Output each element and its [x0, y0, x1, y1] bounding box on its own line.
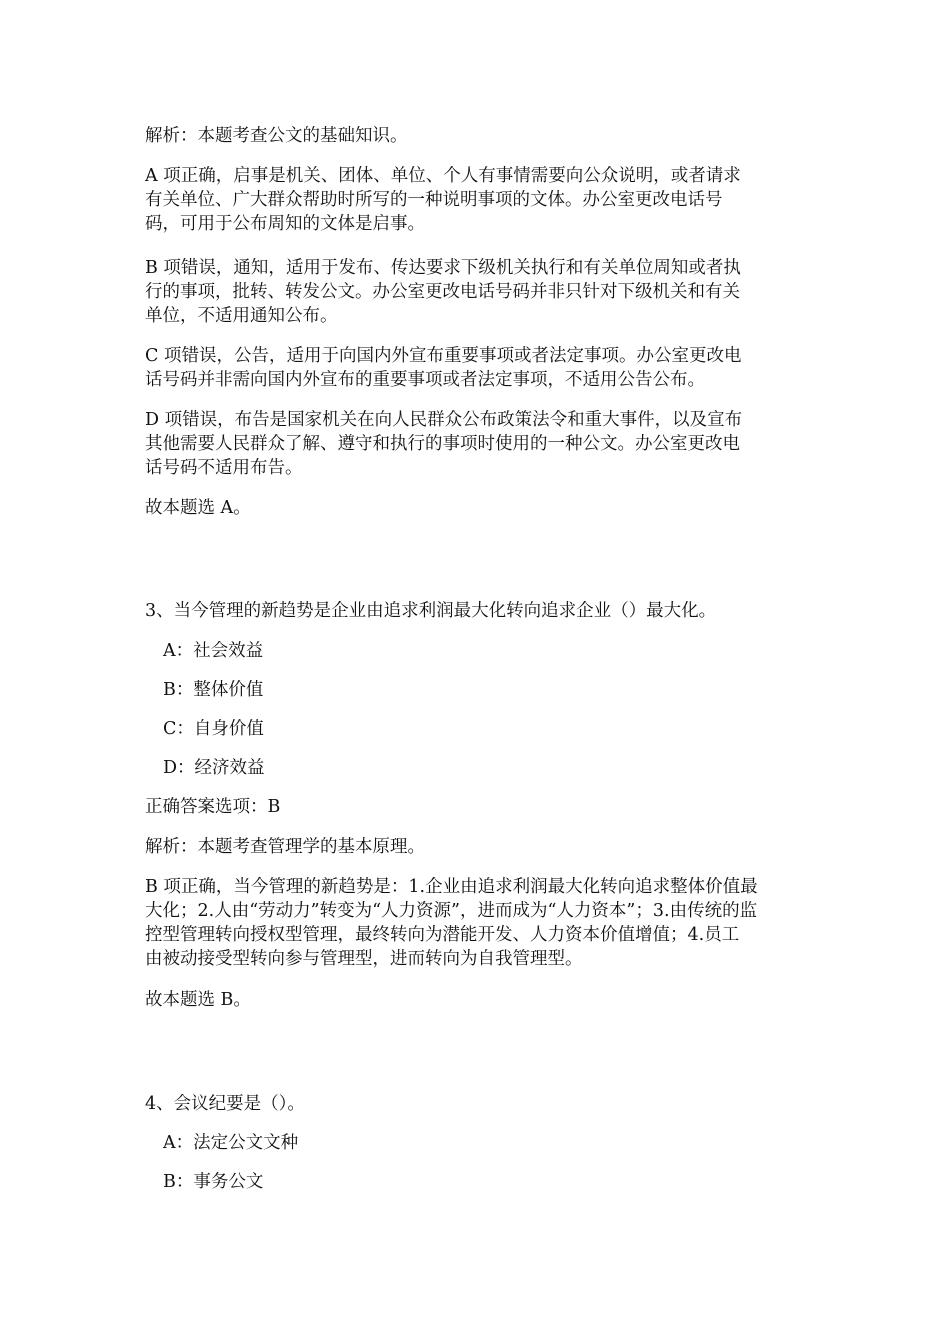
- q3-analysis-intro: 解析：本题考查管理学的基本原理。: [145, 837, 425, 857]
- q2-option-b-explanation: B 项错误，通知，适用于发布、传达要求下级机关执行和有关单位周知或者执 行的事项，批转、转发公文。办公室更改电话号码并非只针对下级机关和有关 单位，不适用通知公布。: [145, 258, 741, 326]
- q3-option-d: D：经济效益: [163, 758, 265, 778]
- q3-option-b: B：整体价值: [163, 680, 264, 700]
- q3-option-c: C：自身价值: [163, 719, 264, 739]
- q3-answer: 正确答案选项：B: [145, 797, 281, 817]
- q3-conclusion: 故本题选 B。: [145, 990, 251, 1010]
- q4-option-b: B：事务公文: [163, 1172, 264, 1192]
- q2-option-c-explanation: C 项错误，公告，适用于向国内外宣布重要事项或者法定事项。办公室更改电 话号码并非需向国内外宣布的重要事项或者法定事项，不适用公告公布。: [145, 346, 742, 390]
- q2-analysis-intro: 解析：本题考查公文的基础知识。: [145, 126, 408, 146]
- q4-stem: 4、会议纪要是（）。: [145, 1094, 305, 1114]
- q2-option-d-explanation: D 项错误，布告是国家机关在向人民群众公布政策法令和重大事件，以及宣布 其他需要人民群众了解、遵守和执行的事项时使用的一种公文。办公室更改电 话号码不适用布告。: [145, 410, 743, 478]
- q3-option-a: A：社会效益: [163, 641, 264, 661]
- q4-option-a: A：法定公文文种: [163, 1133, 299, 1153]
- q2-conclusion: 故本题选 A。: [145, 498, 251, 518]
- q3-option-b-explanation: B 项正确，当今管理的新趋势是：1.企业由追求利润最大化转向追求整体价值最 大化；2.人由“劳动力”转变为“人力资源”，进而成为“人力资本”；3.由传统的监 控型管理转向授权型管理，最终转向为潜能开发、人力资本价值增值；4.员工 由被动接受型转向参与管理型，进而转向为自我管理型。: [145, 877, 758, 969]
- q2-option-a-explanation: A 项正确，启事是机关、团体、单位、个人有事情需要向公众说明，或者请求 有关单位、广大群众帮助时所写的一种说明事项的文体。办公室更改电话号 码，可用于公布周知的文体是启事。: [145, 166, 741, 234]
- q3-stem: 3、当今管理的新趋势是企业由追求利润最大化转向追求企业（）最大化。: [145, 601, 717, 621]
